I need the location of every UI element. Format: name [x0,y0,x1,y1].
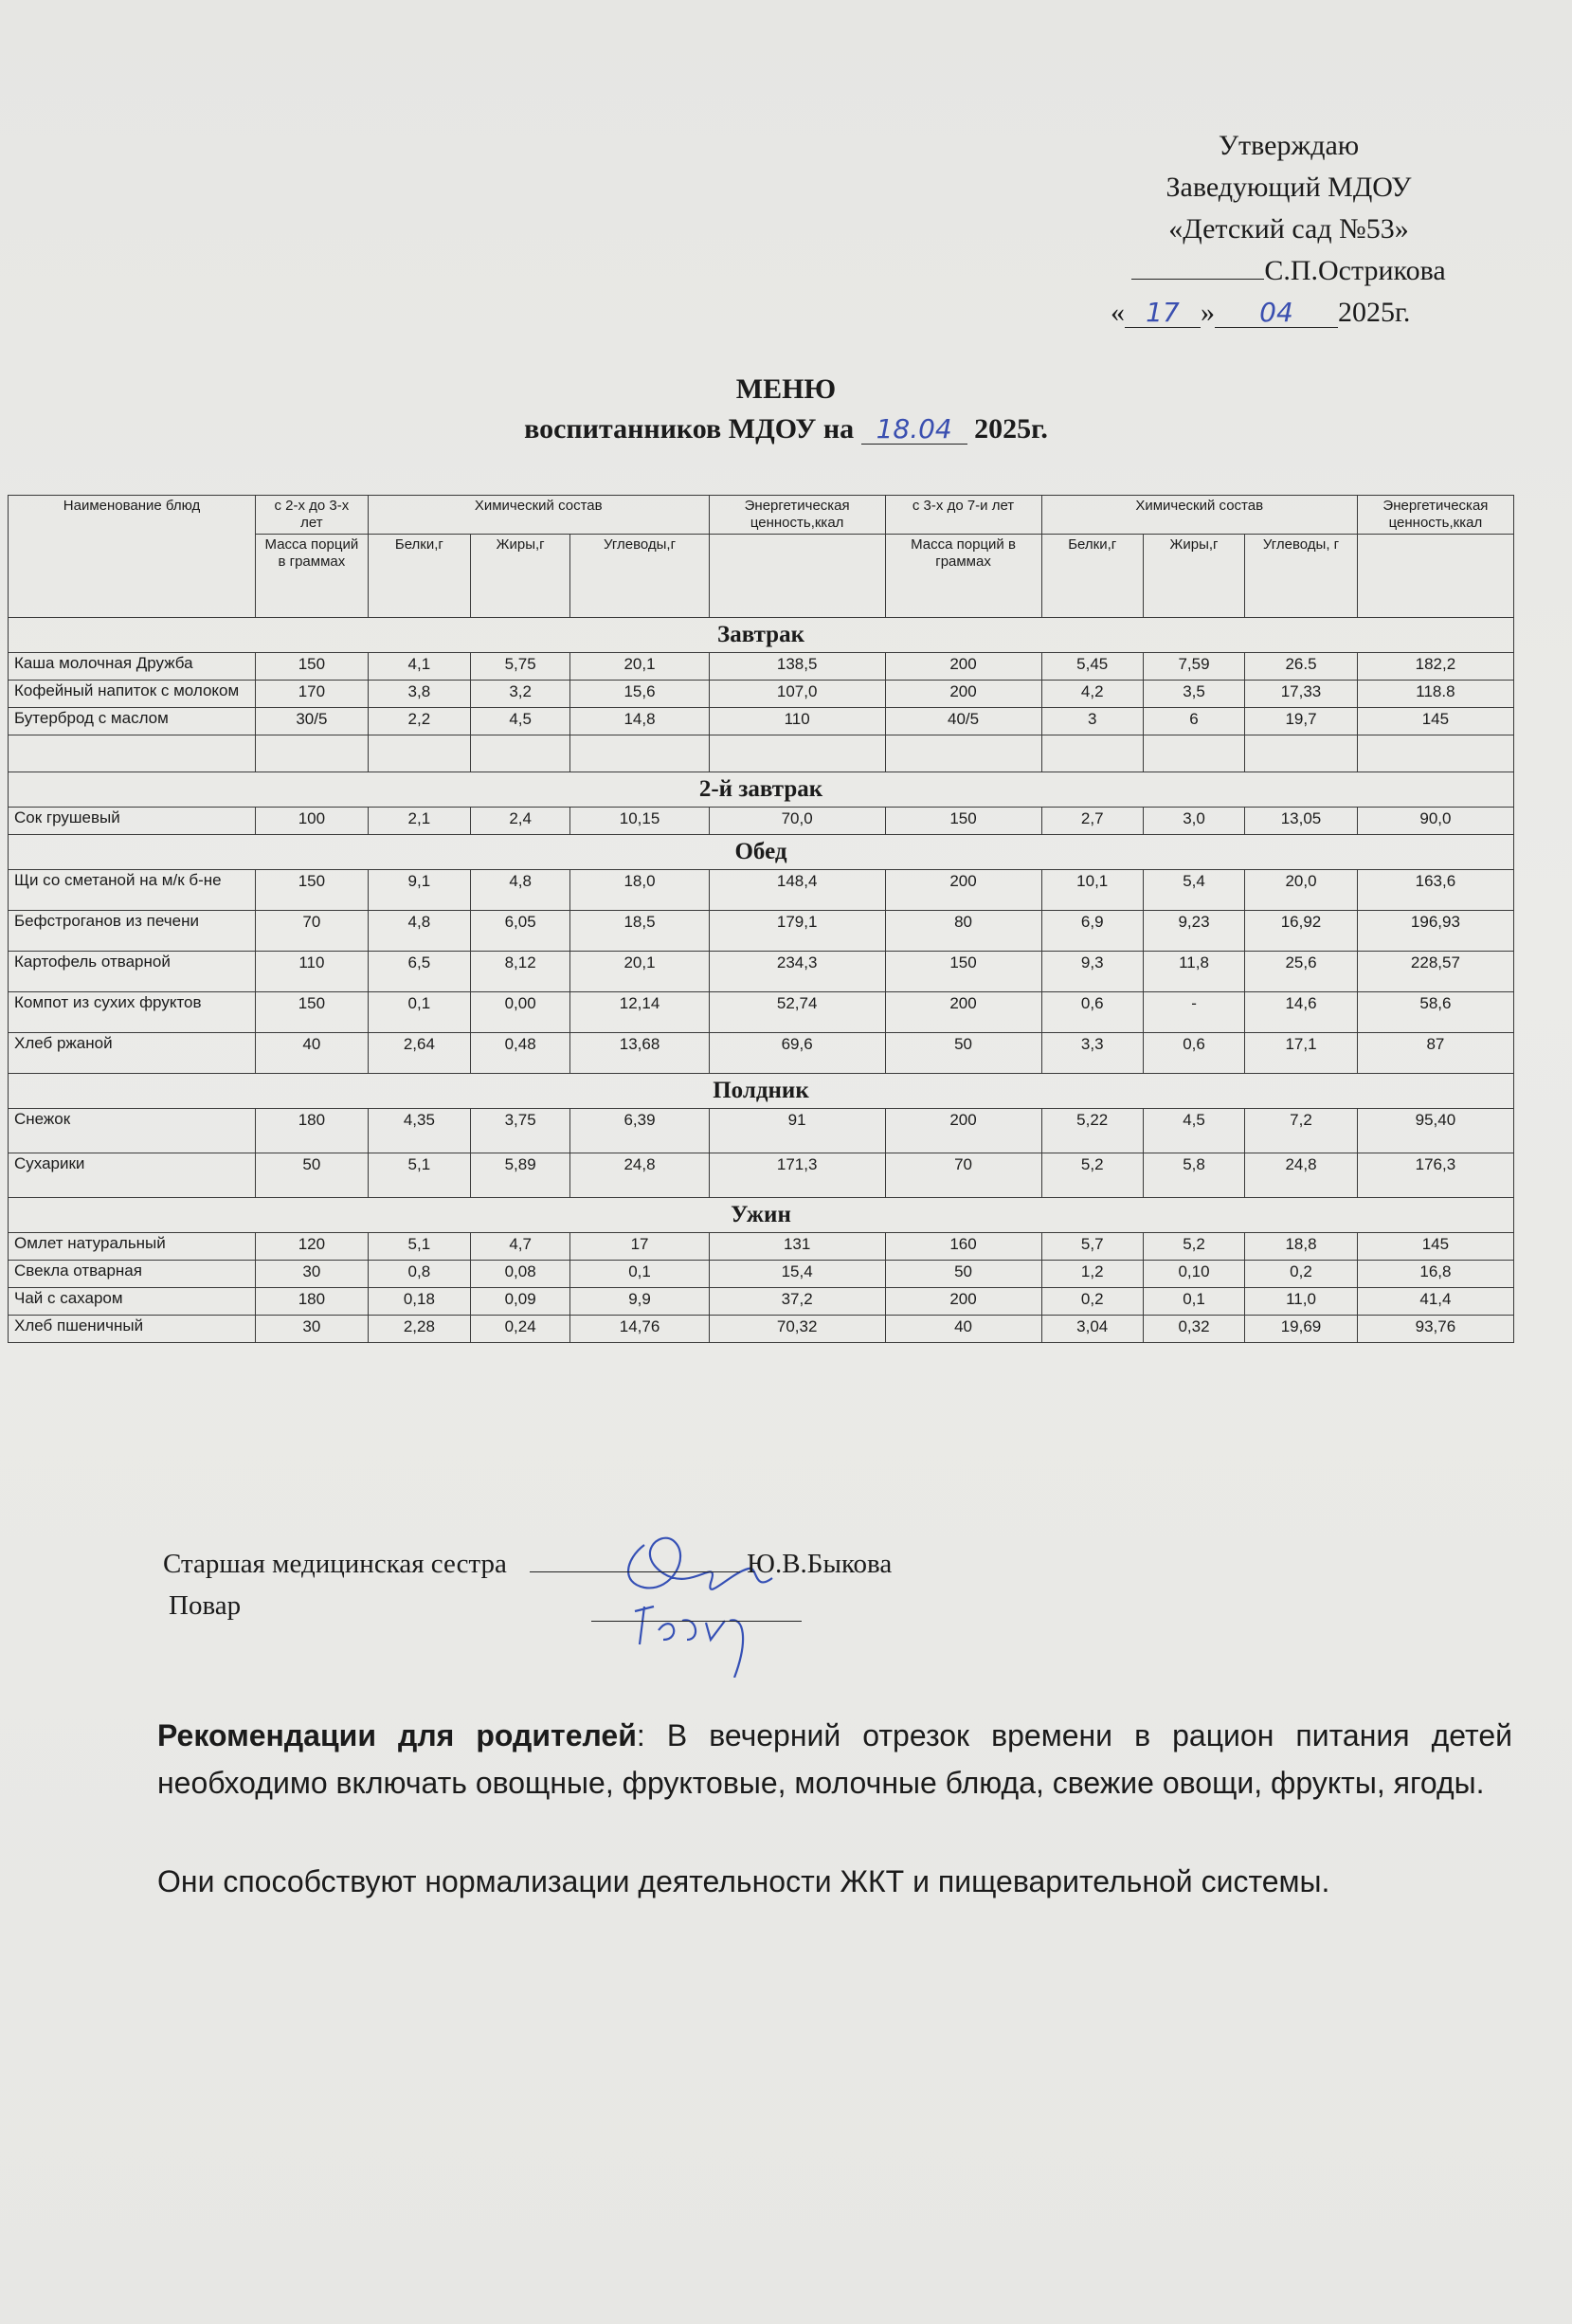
value-cell: 0,6 [1143,1033,1244,1074]
value-cell: 50 [885,1261,1041,1288]
value-cell: 5,7 [1041,1233,1143,1261]
value-cell: 150 [885,952,1041,992]
section-breakfast: Завтрак [9,618,1514,653]
value-cell: 3 [1041,708,1143,735]
table-row [9,1033,1514,1074]
value-cell: 228,57 [1357,952,1513,992]
value-cell: 110 [709,708,885,735]
value-cell: 148,4 [709,870,885,911]
value-cell: 25,6 [1245,952,1358,992]
header-chem-composition-2: Химический состав [1041,496,1357,535]
quote-open: « [1111,297,1125,328]
empty-cell [1357,735,1513,772]
section-snack: Полдник [9,1074,1514,1109]
empty-cell [1143,735,1244,772]
value-cell: 100 [256,808,369,835]
empty-cell [1245,735,1358,772]
value-cell: 2,4 [471,808,570,835]
approval-line3: «Детский сад №53» [1168,213,1409,245]
value-cell: 150 [256,992,369,1033]
value-cell: 234,3 [709,952,885,992]
signatures-block [163,1543,892,1626]
value-cell: 26.5 [1245,653,1358,681]
value-cell: 40/5 [885,708,1041,735]
approval-date-line [1090,292,1488,334]
value-cell: 0,8 [368,1261,470,1288]
value-cell: 9,9 [570,1288,710,1316]
header-carbs-2: Углеводы, г [1245,535,1358,618]
value-cell: 7,59 [1143,653,1244,681]
value-cell: 5,1 [368,1233,470,1261]
value-cell: 58,6 [1357,992,1513,1033]
value-cell: 171,3 [709,1153,885,1198]
value-cell: 145 [1357,708,1513,735]
section-breakfast2: 2-й завтрак [9,772,1514,808]
value-cell: 20,1 [570,952,710,992]
empty-cell [256,735,369,772]
value-cell: 10,1 [1041,870,1143,911]
value-cell: 40 [256,1033,369,1074]
value-cell: 180 [256,1109,369,1153]
value-cell: 4,1 [368,653,470,681]
table-row [9,1316,1514,1343]
approval-line1: Утверждаю [1218,130,1360,161]
value-cell: 70,32 [709,1316,885,1343]
nurse-name: Ю.В.Быкова [747,1549,893,1579]
value-cell: 163,6 [1357,870,1513,911]
empty-cell [570,735,710,772]
value-cell: 12,14 [570,992,710,1033]
value-cell: 3,75 [471,1109,570,1153]
value-cell: 0,09 [471,1288,570,1316]
approval-signer: С.П.Острикова [1264,255,1446,286]
dish-name-cell: Снежок [9,1109,256,1153]
value-cell: 200 [885,1288,1041,1316]
value-cell: 6,9 [1041,911,1143,952]
value-cell: 0,1 [570,1261,710,1288]
value-cell: 200 [885,992,1041,1033]
value-cell: 24,8 [570,1153,710,1198]
signature-blank [1131,279,1264,280]
value-cell: 0,00 [471,992,570,1033]
value-cell: 87 [1357,1033,1513,1074]
value-cell: 70,0 [709,808,885,835]
value-cell: 69,6 [709,1033,885,1074]
value-cell: 200 [885,1109,1041,1153]
value-cell: 5,45 [1041,653,1143,681]
value-cell: 179,1 [709,911,885,952]
approval-year: 2025г. [1338,297,1411,328]
value-cell: 0,32 [1143,1316,1244,1343]
header-carbs-1: Углеводы,г [570,535,710,618]
value-cell: 0,08 [471,1261,570,1288]
value-cell: 176,3 [1357,1153,1513,1198]
value-cell: 0,1 [368,992,470,1033]
value-cell: 17,1 [1245,1033,1358,1074]
value-cell: 200 [885,653,1041,681]
value-cell: 200 [885,870,1041,911]
value-cell: 50 [885,1033,1041,1074]
value-cell: 16,8 [1357,1261,1513,1288]
value-cell: 118.8 [1357,681,1513,708]
table-row [9,911,1514,952]
value-cell: 182,2 [1357,653,1513,681]
value-cell: 93,76 [1357,1316,1513,1343]
value-cell: 5,1 [368,1153,470,1198]
value-cell: 150 [885,808,1041,835]
section-dinner: Ужин [9,1198,1514,1233]
value-cell: 52,74 [709,992,885,1033]
value-cell: 18,5 [570,911,710,952]
value-cell: 10,15 [570,808,710,835]
value-cell: 18,8 [1245,1233,1358,1261]
value-cell: 37,2 [709,1288,885,1316]
value-cell: 150 [256,870,369,911]
header-chem-composition-1: Химический состав [368,496,709,535]
empty-row [9,735,1514,772]
value-cell: 131 [709,1233,885,1261]
value-cell: 4,8 [368,911,470,952]
menu-date: 18.04 [861,415,967,445]
value-cell: 15,6 [570,681,710,708]
value-cell: 30 [256,1261,369,1288]
value-cell: 5,2 [1041,1153,1143,1198]
value-cell: 20,1 [570,653,710,681]
value-cell: 40 [885,1316,1041,1343]
value-cell: 150 [256,653,369,681]
table-row [9,1288,1514,1316]
value-cell: 0,2 [1245,1261,1358,1288]
header-mass-2: Масса порций в граммах [885,535,1041,618]
approval-line2: Заведующий МДОУ [1165,172,1412,203]
value-cell: 3,3 [1041,1033,1143,1074]
cook-role: Повар [169,1590,242,1621]
dish-name-cell: Щи со сметаной на м/к б-не [9,870,256,911]
value-cell: 14,6 [1245,992,1358,1033]
table-row [9,708,1514,735]
value-cell: 11,0 [1245,1288,1358,1316]
value-cell: 4,8 [471,870,570,911]
value-cell: 5,4 [1143,870,1244,911]
header-fat-2: Жиры,г [1143,535,1244,618]
empty-cell [9,735,256,772]
page-subtitle [0,413,1572,445]
value-cell: 2,28 [368,1316,470,1343]
header-age-3-7: с 3-х до 7-и лет [885,496,1041,535]
empty-cell [709,735,885,772]
value-cell: 0,6 [1041,992,1143,1033]
value-cell: 6,5 [368,952,470,992]
value-cell: 3,0 [1143,808,1244,835]
value-cell: 107,0 [709,681,885,708]
value-cell: 9,3 [1041,952,1143,992]
recommendations [157,1712,1512,1807]
table-row [9,1109,1514,1153]
approval-block [1090,125,1488,334]
dish-name-cell: Свекла отварная [9,1261,256,1288]
value-cell: 2,64 [368,1033,470,1074]
value-cell: 160 [885,1233,1041,1261]
value-cell: 0,2 [1041,1288,1143,1316]
table-row [9,992,1514,1033]
recommendations-text2: Они способствуют нормализации деятельности ЖКТ и пищеварительной системы. [157,1864,1330,1898]
empty-cell [471,735,570,772]
value-cell: 30 [256,1316,369,1343]
value-cell: 4,2 [1041,681,1143,708]
table-row [9,653,1514,681]
value-cell: 0,10 [1143,1261,1244,1288]
dish-name-cell: Кофейный напиток с молоком [9,681,256,708]
value-cell: 17,33 [1245,681,1358,708]
value-cell: 30/5 [256,708,369,735]
value-cell: 14,76 [570,1316,710,1343]
value-cell: 17 [570,1233,710,1261]
header-fat-1: Жиры,г [471,535,570,618]
dish-name-cell: Хлеб пшеничный [9,1316,256,1343]
value-cell: 0,1 [1143,1288,1244,1316]
value-cell: 90,0 [1357,808,1513,835]
value-cell: 14,8 [570,708,710,735]
value-cell: 5,75 [471,653,570,681]
value-cell: 15,4 [709,1261,885,1288]
section-lunch: Обед [9,835,1514,870]
dish-name-cell: Каша молочная Дружба [9,653,256,681]
value-cell: 110 [256,952,369,992]
header-mass-1: Масса порций в граммах [256,535,369,618]
value-cell: 8,12 [471,952,570,992]
value-cell: 3,2 [471,681,570,708]
cook-signature-line [163,1585,892,1626]
value-cell: 19,7 [1245,708,1358,735]
approval-day: 17 [1125,299,1201,328]
value-cell: 7,2 [1245,1109,1358,1153]
menu-table [8,495,1514,1343]
value-cell: 2,2 [368,708,470,735]
value-cell: 80 [885,911,1041,952]
value-cell: 20,0 [1245,870,1358,911]
value-cell: 120 [256,1233,369,1261]
nurse-signature-line [163,1543,892,1585]
empty-cell [1041,735,1143,772]
dish-name-cell: Бефстроганов из печени [9,911,256,952]
header-energy-1-sub [709,535,885,618]
dish-name-cell: Сок грушевый [9,808,256,835]
value-cell: 200 [885,681,1041,708]
header-protein-2: Белки,г [1041,535,1143,618]
approval-month: 04 [1215,299,1338,328]
header-protein-1: Белки,г [368,535,470,618]
value-cell: 70 [885,1153,1041,1198]
dish-name-cell: Бутерброд с маслом [9,708,256,735]
value-cell: 2,1 [368,808,470,835]
dish-name-cell: Чай с сахаром [9,1288,256,1316]
value-cell: 91 [709,1109,885,1153]
table-row [9,808,1514,835]
dish-name-cell: Компот из сухих фруктов [9,992,256,1033]
value-cell: 13,05 [1245,808,1358,835]
dish-name-cell: Хлеб ржаной [9,1033,256,1074]
value-cell: 50 [256,1153,369,1198]
value-cell: 4,7 [471,1233,570,1261]
nurse-signature-blank [530,1571,740,1572]
value-cell: 9,1 [368,870,470,911]
value-cell: 0,24 [471,1316,570,1343]
value-cell: 5,2 [1143,1233,1244,1261]
table-row [9,1261,1514,1288]
table-row [9,1233,1514,1261]
value-cell: 180 [256,1288,369,1316]
value-cell: 138,5 [709,653,885,681]
value-cell: 5,8 [1143,1153,1244,1198]
value-cell: 3,8 [368,681,470,708]
value-cell: 0,18 [368,1288,470,1316]
value-cell: 9,23 [1143,911,1244,952]
value-cell: 4,5 [471,708,570,735]
dish-name-cell: Картофель отварной [9,952,256,992]
value-cell: 170 [256,681,369,708]
value-cell: 5,22 [1041,1109,1143,1153]
value-cell: 0,48 [471,1033,570,1074]
header-energy-2: Энергетическая ценность,ккал [1357,496,1513,535]
subtitle-suffix: 2025г. [974,413,1048,445]
value-cell: 145 [1357,1233,1513,1261]
value-cell: 41,4 [1357,1288,1513,1316]
value-cell: 5,89 [471,1153,570,1198]
value-cell: 19,69 [1245,1316,1358,1343]
recommendations-label: Рекомендации для родителей [157,1718,637,1752]
approval-signer-line [1090,250,1488,292]
value-cell: 4,35 [368,1109,470,1153]
header-dish-name: Наименование блюд [9,496,256,618]
value-cell: 13,68 [570,1033,710,1074]
value-cell: 24,8 [1245,1153,1358,1198]
subtitle-prefix: воспитанников МДОУ на [524,413,855,445]
value-cell: 196,93 [1357,911,1513,952]
value-cell: 95,40 [1357,1109,1513,1153]
value-cell: 6,39 [570,1109,710,1153]
table-row [9,1153,1514,1198]
value-cell: 4,5 [1143,1109,1244,1153]
table-row [9,870,1514,911]
header-energy-2-sub [1357,535,1513,618]
dish-name-cell: Омлет натуральный [9,1233,256,1261]
cook-signature-blank [591,1621,802,1622]
header-energy-1: Энергетическая ценность,ккал [709,496,885,535]
quote-close: » [1201,297,1215,328]
table-row [9,681,1514,708]
value-cell: 1,2 [1041,1261,1143,1288]
empty-cell [368,735,470,772]
value-cell: 11,8 [1143,952,1244,992]
value-cell: 16,92 [1245,911,1358,952]
empty-cell [885,735,1041,772]
value-cell: 6 [1143,708,1244,735]
value-cell: - [1143,992,1244,1033]
table-row [9,952,1514,992]
value-cell: 3,04 [1041,1316,1143,1343]
nurse-role: Старшая медицинская сестра [163,1549,507,1579]
value-cell: 6,05 [471,911,570,952]
dish-name-cell: Сухарики [9,1153,256,1198]
value-cell: 2,7 [1041,808,1143,835]
header-age-2-3: с 2-х до 3-х лет [256,496,369,535]
value-cell: 70 [256,911,369,952]
value-cell: 18,0 [570,870,710,911]
page-title: МЕНЮ [735,373,837,405]
recommendations-text: : В вечерний отрезок времени в рацион питания детей необходимо включать овощные, фруктовые, молочные блюда, свежие овощи, фрукты, ягоды. [157,1718,1513,1800]
value-cell: 3,5 [1143,681,1244,708]
